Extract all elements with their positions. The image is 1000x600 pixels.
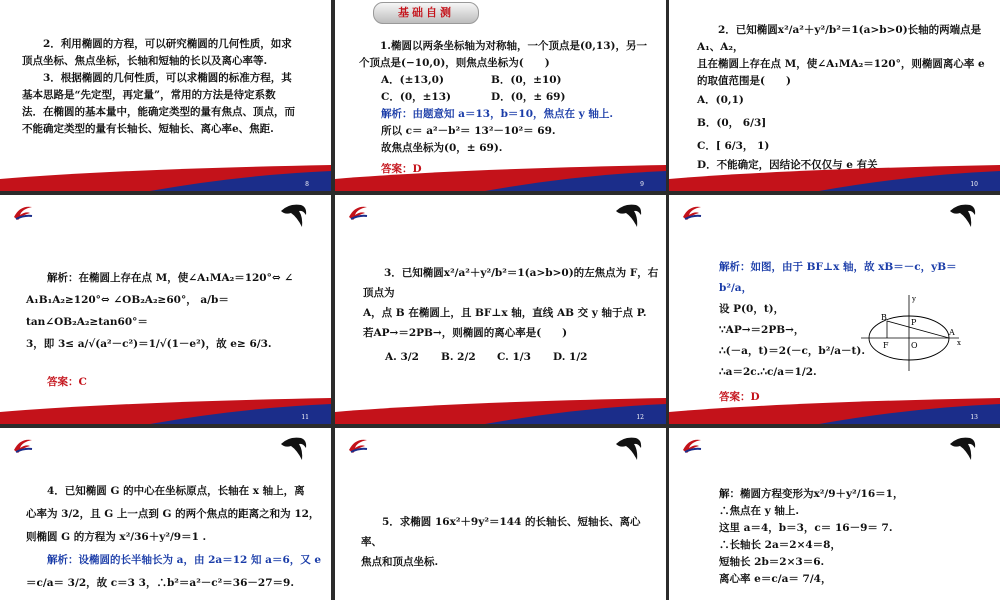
line: 3．已知椭圆x²/a²＋y²/b²＝1(a>b>0)的左焦点为 F，右顶点为 [363, 267, 659, 299]
eagle-icon [948, 434, 978, 464]
option: B．(0， 6/3] [697, 117, 767, 129]
footer-wave [335, 398, 666, 424]
analysis-line: 所以 c＝ a²－b²＝ 13²－10²＝ 69. [381, 125, 556, 137]
option: B. 2/2 [441, 351, 476, 363]
label-x: x [957, 339, 961, 347]
label-y: y [912, 295, 916, 303]
option: A．(0,1) [697, 94, 744, 106]
answer: 答案：C [47, 376, 87, 388]
page-number: 12 [636, 414, 644, 421]
line: 不能确定类型的量有长轴长、短轴长、离心率e、焦距. [22, 123, 274, 135]
option: C．(0，±13) [381, 91, 452, 103]
slide-text [697, 22, 995, 174]
analysis-line: 设 P(0，t)， [719, 303, 785, 315]
label-b: B [881, 313, 887, 322]
eagle-icon [948, 201, 978, 231]
page-number: 8 [305, 181, 309, 188]
eagle-icon [279, 434, 309, 464]
footer-wave [669, 398, 1000, 424]
slide-2 [335, 0, 666, 191]
label-o: O [911, 341, 918, 350]
slide-8 [335, 428, 666, 600]
option: D. 1/2 [553, 351, 588, 363]
eagle-icon [614, 434, 644, 464]
option: D．不能确定，因结论不仅仅与 e 有关 [697, 159, 878, 171]
solution-line: 短轴长 2b＝2×3＝6. [719, 556, 825, 568]
option: C．[ 6/3， 1) [697, 140, 770, 152]
line: 1.椭圆以两条坐标轴为对称轴，一个顶点是(0,13)，另一 [380, 40, 647, 52]
section-banner: 基础自测 [373, 2, 479, 24]
analysis-line: 解析：设椭圆的长半轴长为 a，由 2a＝12 知 a＝6，又 e [47, 554, 322, 566]
slide-4 [0, 195, 331, 424]
line: 则椭圆 G 的方程为 x²/36＋y²/9＝1 . [26, 531, 207, 543]
swirl-logo-icon [347, 436, 369, 454]
slide-3 [669, 0, 1000, 191]
slide-7 [0, 428, 331, 600]
analysis-line: 3，即 3≤ a/√(a²－c²)＝1/√(1－e²)，故 e≥ 6/3. [26, 338, 272, 350]
line: 3．根据椭圆的几何性质，可以求椭圆的标准方程，其 [43, 72, 292, 84]
line: A，点 B 在椭圆上，且 BF⊥x 轴，直线 AB 交 y 轴于点 P. [363, 307, 647, 319]
line: 5．求椭圆 16x²＋9y²＝144 的长轴长、短轴长、离心率、 [361, 516, 641, 548]
slide-text [26, 480, 326, 595]
option: C. 1/3 [497, 351, 531, 363]
line: 2．利用椭圆的方程，可以研究椭圆的几何性质，如求 [43, 38, 292, 50]
label-p: P [911, 318, 917, 327]
option-row [359, 72, 659, 89]
analysis-line: A₁B₁A₂≥120°⇔ ∠OB₂A₂≥60°， a/b＝tan∠OB₂A₂≥tan60°＝ [26, 294, 229, 328]
option: B．(0，±10) [491, 74, 562, 86]
option: D．(0，± 69) [491, 91, 566, 103]
line: 基本思路是“先定型，再定量”，常用的方法是待定系数 [22, 89, 276, 101]
footer-wave [0, 398, 331, 424]
line: 的取值范围是( ) [697, 75, 791, 87]
footer-wave [669, 165, 1000, 191]
swirl-logo-icon [12, 436, 34, 454]
solution-line: 离心率 e＝c/a＝ 7/4， [719, 573, 832, 585]
solution-line: ∴长轴长 2a＝2×4＝8， [719, 539, 841, 551]
line: 4．已知椭圆 G 的中心在坐标原点，长轴在 x 轴上，离 [47, 485, 305, 497]
solution-line: 这里 a＝4，b＝3，c＝ 16－9＝ 7. [719, 522, 893, 534]
slide-text [719, 486, 994, 588]
page-number: 9 [640, 181, 644, 188]
swirl-logo-icon [12, 203, 34, 221]
eagle-icon [614, 201, 644, 231]
analysis-line: ∴(－a，t)＝2(－c，b²/a－t). [719, 345, 865, 357]
page-number: 11 [301, 414, 309, 421]
option: A．(±13,0) [381, 74, 444, 86]
slide-text [361, 512, 661, 572]
line: 2．已知椭圆x²/a²＋y²/b²＝1(a>b>0)长轴的两端点是 A₁、A₂， [697, 24, 982, 53]
footer-wave [0, 165, 331, 191]
label-a: A [949, 328, 955, 337]
line: 若AP→＝2PB→，则椭圆的离心率是( ) [363, 327, 568, 339]
slide-text [22, 36, 322, 138]
line: 心率为 3/2，且 G 上一点到 G 的两个焦点的距离之和为 12， [26, 508, 320, 520]
analysis-line: 解析：由题意知 a＝13，b＝10，焦点在 y 轴上. [381, 108, 614, 120]
swirl-logo-icon [347, 203, 369, 221]
option-row [359, 89, 659, 106]
answer: 答案：D [719, 391, 760, 403]
line: 且在椭圆上存在点 M，使∠A₁MA₂＝120°，则椭圆离心率 e [697, 58, 985, 70]
answer: 答案：D [381, 163, 422, 175]
analysis-line: ∴a＝2c.∴c/a＝1/2. [719, 366, 817, 378]
page-number: 13 [970, 414, 978, 421]
slide-1 [0, 0, 331, 191]
analysis-line: 解析：在椭圆上存在点 M，使∠A₁MA₂＝120°⇔ ∠ [47, 272, 294, 284]
slide-text [363, 263, 661, 367]
analysis-line: ∵AP→＝2PB→， [719, 324, 805, 336]
option-row [363, 347, 661, 367]
slide-text [26, 267, 326, 393]
line: 个顶点是(−10,0)，则焦点坐标为( ) [359, 57, 550, 69]
slide-5 [335, 195, 666, 424]
page-number: 10 [970, 181, 978, 188]
swirl-logo-icon [681, 203, 703, 221]
eagle-icon [279, 201, 309, 231]
line: 焦点和顶点坐标. [361, 556, 439, 568]
footer-wave [335, 165, 666, 191]
label-f: F [883, 341, 889, 350]
line: 顶点坐标、焦点坐标，长轴和短轴的长以及离心率等. [22, 55, 268, 67]
slide-text [359, 38, 659, 178]
solution-line: 解：椭圆方程变形为x²/9＋y²/16＝1， [719, 488, 904, 500]
option: A. 3/2 [385, 351, 419, 363]
slide-9 [669, 428, 1000, 600]
analysis-line: 解析：如图，由于 BF⊥x 轴，故 xB＝－c，yB＝b²/a， [719, 261, 957, 294]
analysis-line: 故焦点坐标为(0，± 69). [381, 142, 503, 154]
ellipse-figure [859, 293, 964, 373]
solution-line: ∴焦点在 y 轴上. [719, 505, 800, 517]
line: 法．在椭圆的基本量中，能确定类型的量有焦点、顶点，而 [22, 106, 295, 118]
swirl-logo-icon [681, 436, 703, 454]
slide-6 [669, 195, 1000, 424]
analysis-line: ＝c/a＝ 3/2，故 c＝3 3，∴b²＝a²－c²＝36－27＝9. [26, 577, 294, 589]
